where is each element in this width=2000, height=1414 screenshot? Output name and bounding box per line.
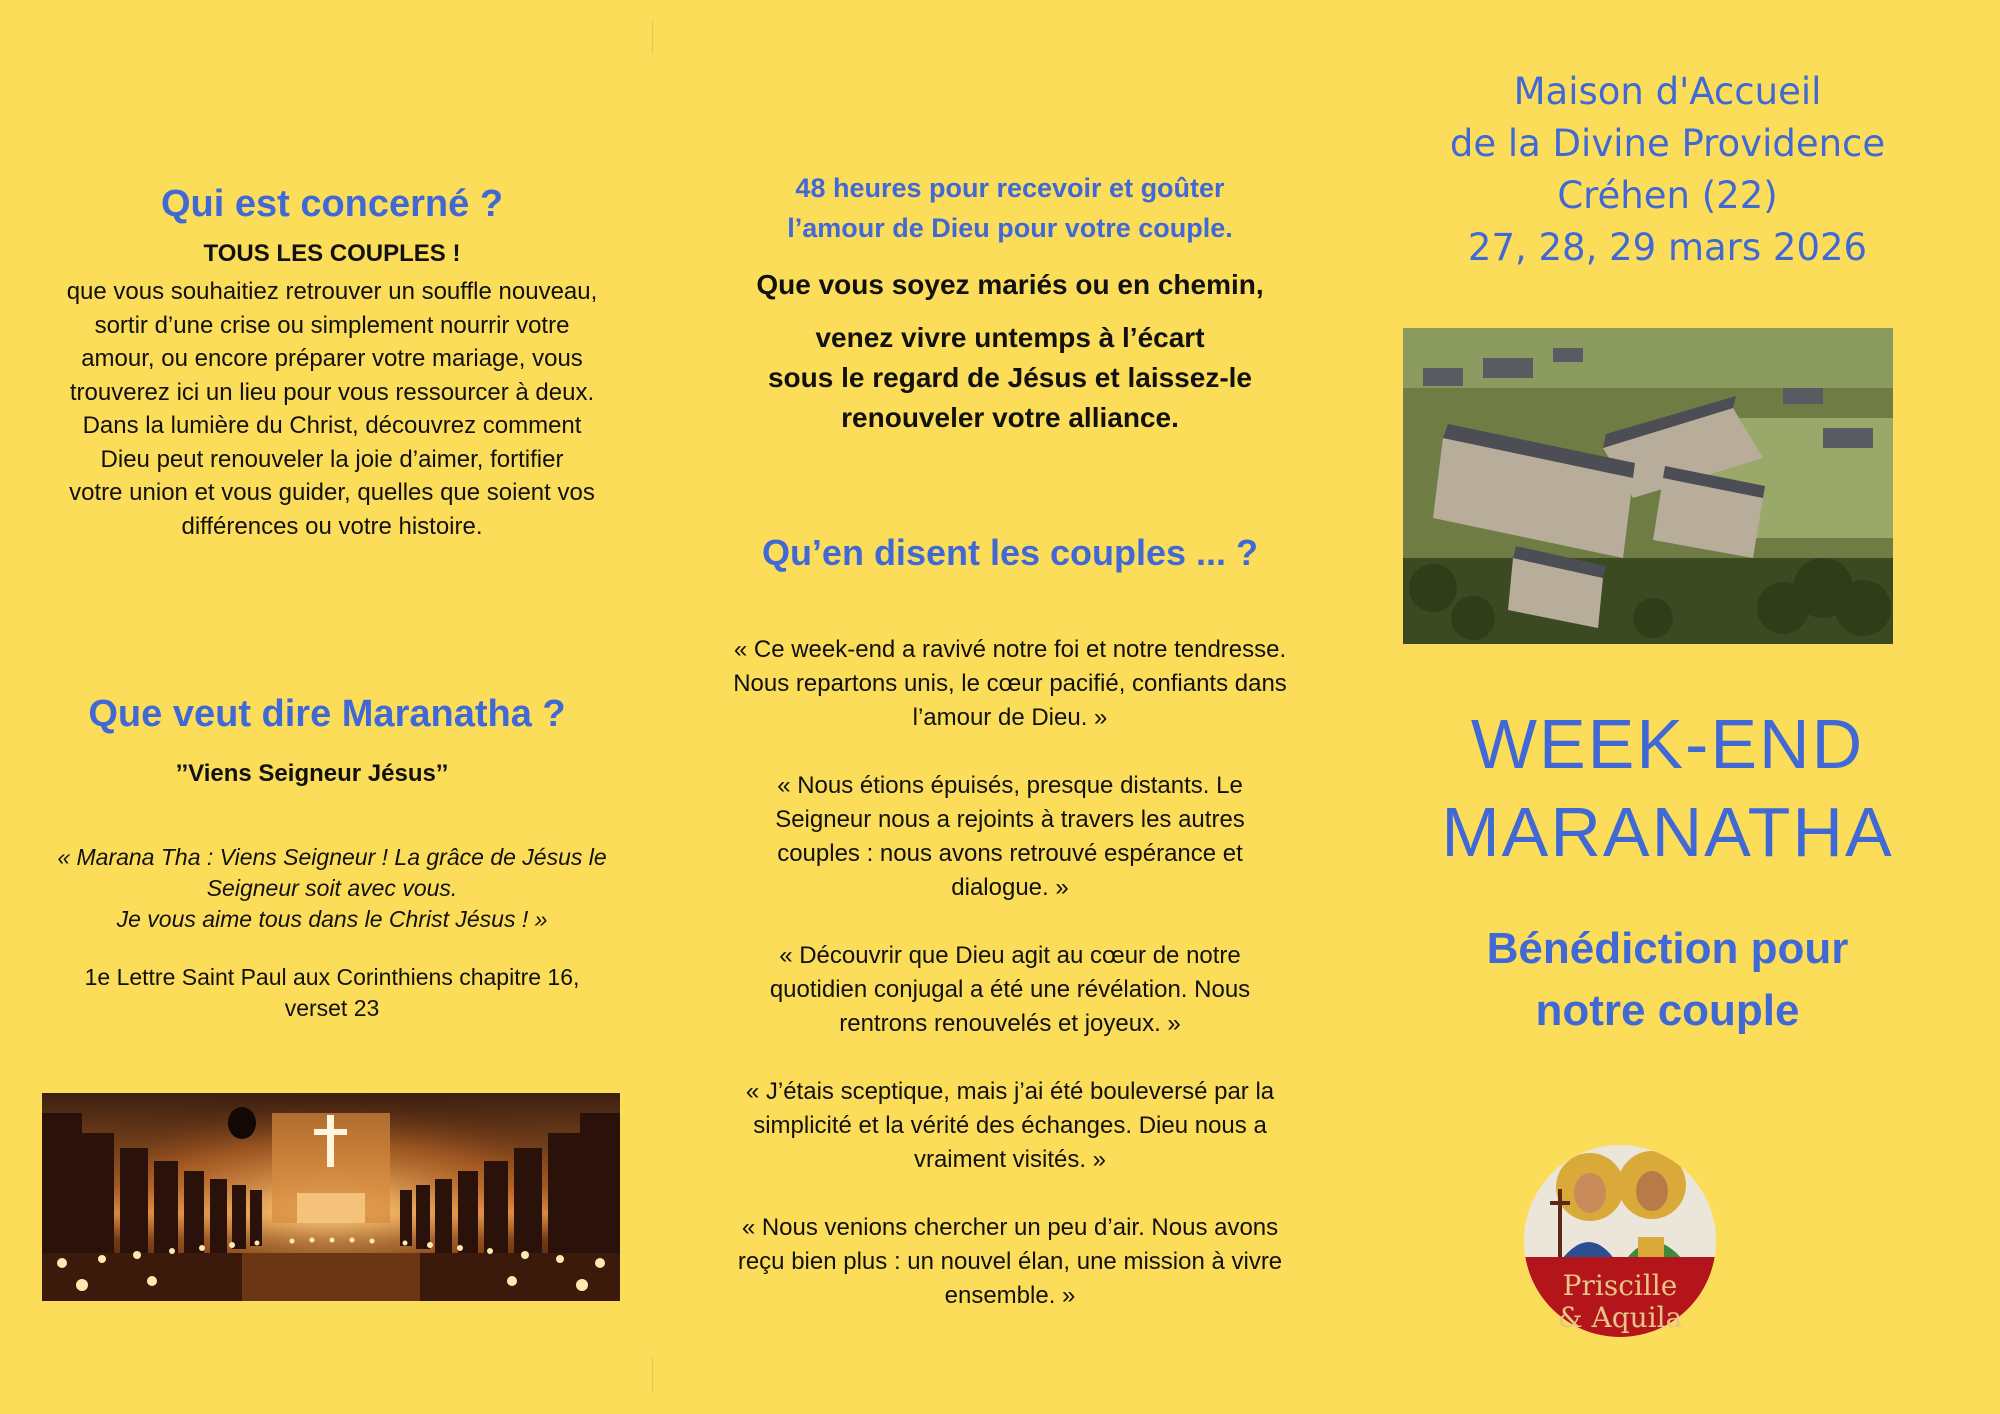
event-subtitle [1395, 918, 1940, 1042]
venez-line: renouveler votre alliance. [841, 402, 1179, 433]
quote-line: Je vous aime tous dans le Christ Jésus ! » [116, 906, 548, 932]
maranatha-heading: Que veut dire Maranatha ? [88, 693, 566, 735]
testimonial-line: Nous repartons unis, le cœur pacifié, confiants dans [733, 670, 1287, 697]
church-candles-photo [42, 1093, 620, 1301]
testimonial-line: dialogue. » [951, 874, 1069, 901]
event-title-line: WEEK-END [1470, 705, 1865, 783]
testimonial-line: « Nous étions épuisés, presque distants. Le [777, 772, 1243, 799]
dates-line: 27, 28, 29 mars 2026 [1467, 226, 1868, 269]
concerne-line: différences ou votre histoire. [181, 512, 483, 540]
testimonial-line: « J’étais sceptique, mais j’ai été bouleversé par la [745, 1078, 1275, 1105]
panel-right [1395, 0, 1940, 1414]
priscille-aquila-logo [1520, 1137, 1720, 1345]
testimonials-list [695, 633, 1325, 1347]
quote-line: « Marana Tha : Viens Seigneur ! La grâce de Jésus le [57, 844, 607, 870]
panel-middle [695, 0, 1325, 1414]
concerne-line: votre union et vous guider, quelles que soient vos [69, 479, 595, 506]
testimonial-line: « Nous venions chercher un peu d’air. Nous avons [741, 1214, 1279, 1241]
concerne-paragraph [30, 275, 634, 543]
fold-mark-bottom [652, 1358, 653, 1392]
reference-line: verset 23 [284, 995, 380, 1021]
concerne-line: sortir d’une crise ou simplement nourrir votre [94, 311, 570, 339]
logo-text-line: & Aquila [1557, 1301, 1683, 1334]
testimonial-line: « Découvrir que Dieu agit au cœur de notre [779, 942, 1241, 969]
concerne-line: amour, ou encore préparer votre mariage, vous [81, 345, 583, 372]
testimonial-line: simplicité et la vérité des échanges. Dieu nous a [753, 1112, 1267, 1139]
venez-paragraph [695, 318, 1325, 438]
soyez-line: Que vous soyez mariés ou en chemin, [756, 269, 1264, 300]
event-title-line: MARANATHA [1441, 793, 1894, 871]
testimonial-line: quotidien conjugal a été une révélation. Nous [769, 976, 1251, 1003]
venue-line: Maison d'Accueil [1513, 70, 1822, 113]
testimonial [695, 633, 1325, 735]
concerne-line: Dans la lumière du Christ, découvrez comment [82, 412, 582, 439]
venue-and-dates [1395, 66, 1940, 274]
venue-line: de la Divine Providence [1449, 122, 1886, 165]
logo-text-line: Priscille [1562, 1269, 1678, 1302]
concerne-line: trouverez ici un lieu pour vous ressourcer à deux. [69, 378, 595, 406]
testimonial-line: l’amour de Dieu. » [912, 704, 1108, 731]
heading-line: 48 heures pour recevoir et goûter [795, 173, 1225, 203]
venez-line: sous le regard de Jésus et laissez-le [767, 362, 1252, 393]
venez-line: venez vivre untemps à l’écart [815, 322, 1205, 353]
aerial-building-photo [1403, 328, 1893, 644]
concerne-heading: Qui est concerné ? [160, 183, 504, 225]
venue-line: Créhen (22) [1557, 174, 1778, 217]
scripture-quote [40, 842, 624, 935]
testimonial [695, 939, 1325, 1041]
testimonial-line: reçu bien plus : un nouvel élan, une mission à vivre [737, 1248, 1283, 1275]
subtitle-line: Bénédiction pour [1486, 924, 1849, 973]
testimonial-line: « Ce week-end a ravivé notre foi et notre tendresse. [733, 636, 1287, 663]
testimonial [695, 1211, 1325, 1313]
testimonial [695, 769, 1325, 905]
event-title [1395, 700, 1940, 876]
testimonial-line: rentrons renouvelés et joyeux. » [839, 1010, 1181, 1037]
fold-mark-top [652, 20, 653, 54]
subtitle-line: notre couple [1535, 986, 1800, 1035]
reference-line: 1e Lettre Saint Paul aux Corinthiens chapitre 16, [84, 964, 580, 990]
testimonial-line: vraiment visités. » [913, 1146, 1107, 1173]
testimonial-line: ensemble. » [944, 1282, 1076, 1309]
testimonial-line: Seigneur nous a rejoints à travers les autres [775, 806, 1245, 833]
heading-line: l’amour de Dieu pour votre couple. [787, 213, 1233, 243]
testimonial [695, 1075, 1325, 1177]
forty-eight-hours-heading [695, 168, 1325, 248]
scripture-reference [30, 962, 634, 1024]
concerne-line: Dieu peut renouveler la joie d’aimer, fortifier [100, 445, 564, 473]
viens-seigneur-label: ’’Viens Seigneur Jésus’’ [175, 760, 449, 787]
tous-les-couples-label: TOUS LES COUPLES ! [203, 240, 461, 267]
disent-heading: Qu’en disent les couples ... ? [761, 532, 1259, 573]
concerne-line: que vous souhaitiez retrouver un souffle nouveau, [66, 278, 598, 305]
quote-line: Seigneur soit avec vous. [206, 875, 458, 901]
testimonial-line: couples : nous avons retrouvé espérance et [777, 840, 1243, 867]
